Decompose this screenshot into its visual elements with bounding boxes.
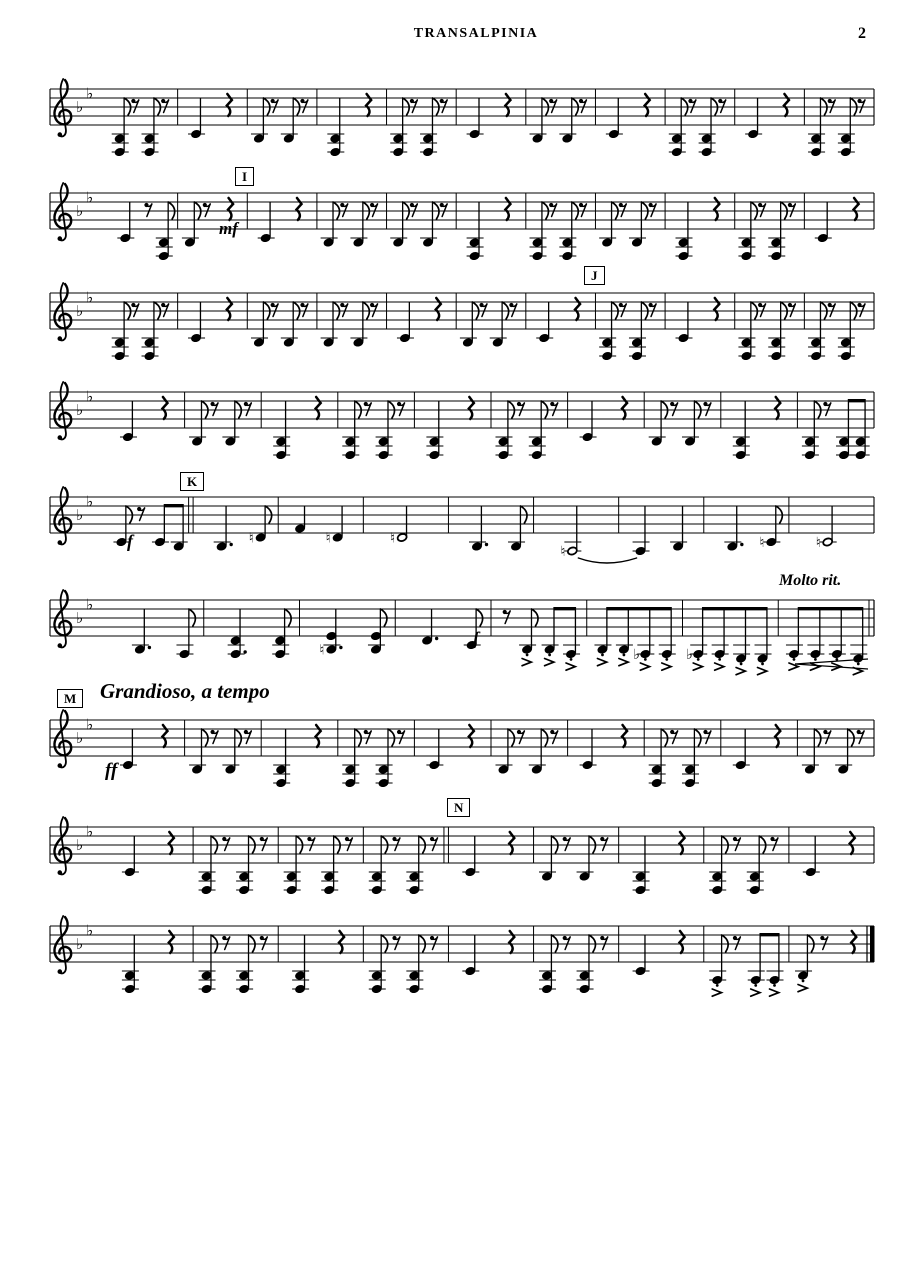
svg-text:♭: ♭ [76, 935, 84, 953]
rehearsal-mark-I: I [235, 167, 254, 186]
staff-system [50, 590, 874, 675]
svg-text:♮: ♮ [759, 535, 765, 551]
rehearsal-mark-M: M [57, 689, 83, 708]
svg-text:♮: ♮ [319, 642, 325, 659]
svg-text:♭: ♭ [86, 822, 94, 841]
svg-text:♮: ♮ [390, 530, 396, 547]
staff-system [50, 817, 874, 895]
svg-text:♮: ♮ [815, 535, 821, 551]
svg-text:♭: ♭ [86, 188, 94, 207]
dynamic-marking: f [127, 531, 133, 551]
rehearsal-mark-K: K [180, 472, 204, 491]
dynamic-marking: ff [105, 760, 118, 781]
svg-text:♭: ♭ [76, 729, 84, 747]
svg-text:♭: ♭ [86, 387, 94, 406]
svg-text:♮: ♮ [325, 530, 331, 547]
svg-text:♭: ♭ [86, 921, 94, 940]
svg-text:♭: ♭ [86, 84, 94, 103]
tempo-text: Molto rit. [779, 572, 842, 589]
svg-text:♭: ♭ [76, 506, 84, 524]
svg-text:♭: ♭ [686, 647, 693, 663]
dynamic-marking: f [473, 628, 479, 648]
svg-text:♭: ♭ [76, 401, 84, 419]
tempo-text: Grandioso, a tempo [100, 679, 270, 703]
page-number: 2 [858, 25, 866, 42]
svg-text:♮: ♮ [248, 530, 254, 547]
dynamic-marking: mf [219, 219, 238, 238]
svg-text:♭: ♭ [76, 609, 84, 627]
staff-system [50, 183, 874, 261]
svg-text:♮: ♮ [560, 544, 566, 560]
rehearsal-mark-N: N [447, 798, 470, 817]
staff-system [50, 916, 875, 996]
svg-text:♭: ♭ [633, 647, 640, 663]
staff-system [50, 487, 874, 563]
svg-text:♭: ♭ [86, 595, 94, 614]
staff-system [50, 79, 874, 157]
svg-text:♭: ♭ [76, 98, 84, 116]
svg-text:♭: ♭ [76, 836, 84, 854]
rehearsal-mark-J: J [584, 266, 605, 285]
svg-text:♭: ♭ [86, 715, 94, 734]
svg-text:♭: ♭ [76, 202, 84, 220]
staff-system [50, 710, 874, 788]
svg-text:♭: ♭ [86, 492, 94, 511]
piece-title: TRANSALPINIA [413, 26, 539, 41]
svg-text:♭: ♭ [76, 302, 84, 320]
staff-system [50, 283, 874, 361]
staff-system [50, 382, 874, 460]
svg-text:♭: ♭ [86, 288, 94, 307]
